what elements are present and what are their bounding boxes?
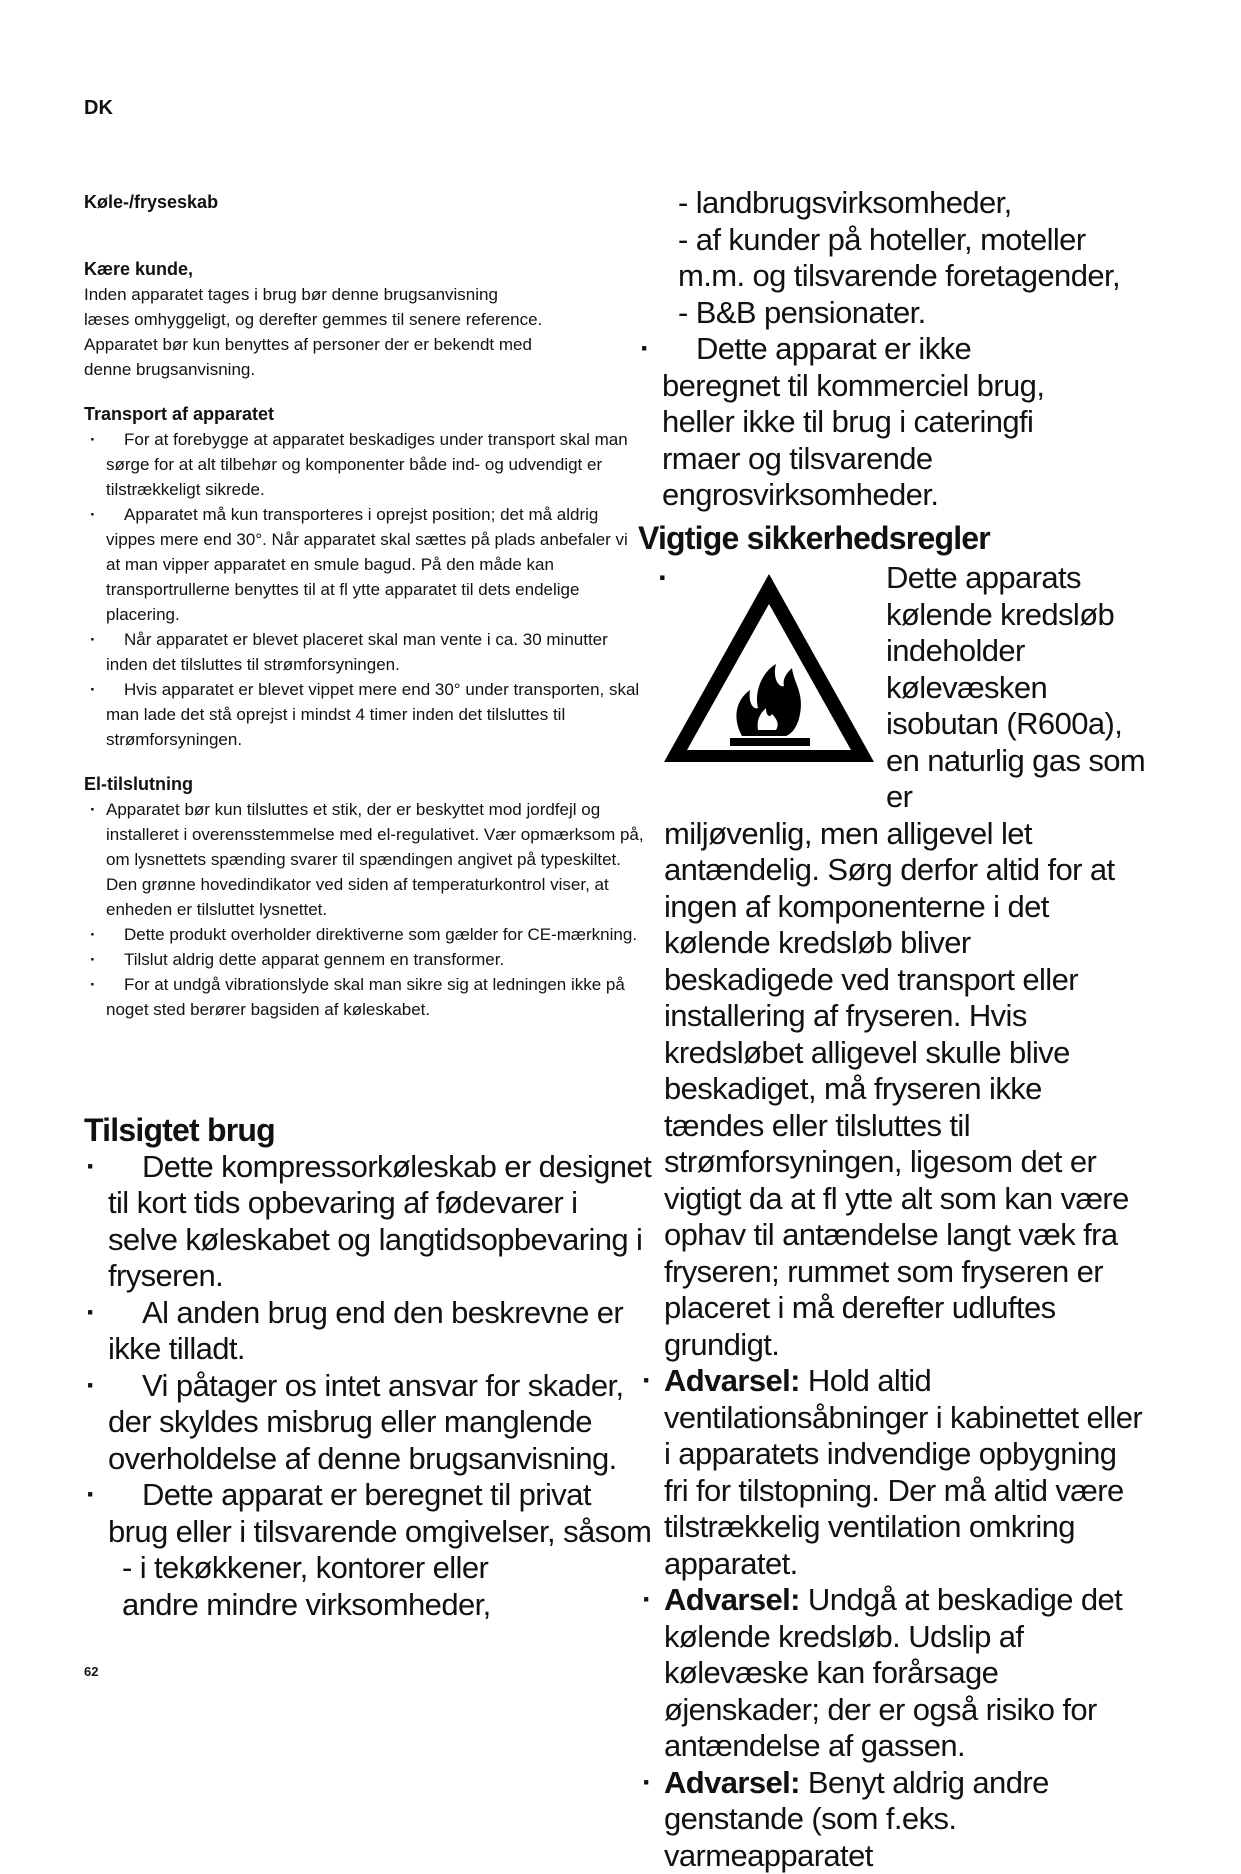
warning-item	[664, 1765, 1144, 1874]
el-heading: El-tilslutning	[84, 772, 644, 797]
safety-title: Vigtige sikkerhedsregler	[638, 520, 990, 557]
dash-item: - landbrugsvirksomheder,	[664, 185, 1204, 222]
list-item: · For at undgå vibrationslyde skal man sikre sig at ledningen ikke på noget sted berører bagsiden af køleskabet.	[106, 972, 644, 1022]
intended-use-section	[84, 1112, 654, 1623]
warnings-list	[638, 1363, 1144, 1874]
intended-use-list	[84, 1149, 654, 1551]
intro-line: denne brugsanvisning.	[84, 357, 644, 382]
list-item: · Dette apparat er ikke beregnet til kommerciel brug, heller ikke til brug i cateringfi rmaer og tilsvarende engrosvirksomheder.	[662, 331, 1092, 514]
product-title: Køle-/fryseskab	[84, 190, 644, 215]
circuit-text: Dette apparats kølende kredsløb indeholder kølevæsken isobutan (R600a), en naturlig gas som er	[886, 560, 1146, 816]
dash-item: - i tekøkkener, kontorer eller andre mindre virksomheder,	[84, 1550, 552, 1623]
transport-list	[84, 427, 644, 752]
warning-label: Advarsel:	[664, 1582, 800, 1617]
list-item: · Hvis apparatet er blevet vippet mere end 30° under transporten, skal man lade det stå oprejst i mindst 4 timer inden det tilsluttes til strømforsyningen.	[106, 677, 644, 752]
warning-text: Benyt aldrig andre genstande (som f.eks. varmeapparatet	[664, 1765, 1049, 1873]
left-column	[84, 190, 644, 1022]
warning-text: Undgå at beskadige det kølende kredsløb. Udslip af kølevæske kan forårsage øjenskader; der er også risiko for antændelse af gassen.	[664, 1582, 1122, 1763]
intro-line: Inden apparatet tages i brug bør denne brugsanvisning	[84, 282, 644, 307]
dash-item: - af kunder på hoteller, moteller m.m. og tilsvarende foretagender,	[664, 222, 1158, 295]
list-item: · Dette produkt overholder direktiverne som gælder for CE-mærkning.	[106, 922, 644, 947]
warning-label: Advarsel:	[664, 1765, 800, 1800]
warning-label: Advarsel:	[664, 1363, 800, 1398]
greeting: Kære kunde,	[84, 257, 644, 282]
country-code: DK	[84, 97, 113, 120]
el-list	[84, 797, 644, 1022]
safety-section	[638, 560, 1218, 1874]
right-column-top	[664, 185, 1204, 514]
warning-text: Hold altid ventilationsåbninger i kabinettet eller i apparatets indvendige opbygning fri for tilstopning. Der må altid være tilstrækkelig ventilation omkring apparatet.	[664, 1363, 1142, 1581]
list-item: · Tilslut aldrig dette apparat gennem en transformer.	[106, 947, 644, 972]
circuit-item	[638, 560, 1204, 1363]
intro-line: læses omhyggeligt, og derefter gemmes til senere reference.	[84, 307, 644, 332]
dash-item: - B&B pensionater.	[664, 295, 1204, 332]
list-item: · Al anden brug end den beskrevne er ikke tilladt.	[108, 1295, 654, 1368]
list-item: · Apparatet bør kun tilsluttes et stik, der er beskyttet mod jordfejl og installeret i overensstemmelse med el-regulativet. Vær opmærksom på, om lysnettets spænding svarer til spændingen angivet på typeskiltet. Den grønne hovedindikator ved siden af temperaturkontrol viser, at enheden er tilsluttet lysnettet.	[106, 797, 644, 922]
page-number: 62	[84, 1664, 98, 1679]
circuit-text-wrap	[886, 560, 1204, 1363]
list-item: · Apparatet må kun transporteres i oprejst position; det må aldrig vippes mere end 30°. Når apparatet skal sættes på plads anbefaler vi at man vipper apparatet en smule bagud. På den måde kan transportrullerne benyttes til at fl ytte apparatet til dets endelige placering.	[106, 502, 644, 627]
list-item: · Dette apparat er beregnet til privat brug eller i tilsvarende omgivelser, såsom	[108, 1477, 654, 1550]
list-item: · Dette kompressorkøleskab er designet til kort tids opbevaring af fødevarer i selve køleskabet og langtidsopbevaring i fryseren.	[108, 1149, 654, 1295]
warning-item	[664, 1363, 1144, 1582]
circuit-text-continued: miljøvenlig, men alligevel let antændelig. Sørg derfor altid for at ingen af komponenterne i det kølende kredsløb bliver beskadigede ved transport eller installering af fryseren. Hvis kredsløbet alligevel skulle blive beskadiget, må fryseren ikke tændes eller tilsluttes til strømforsyningen, ligesom det er vigtigt da at fl ytte alt som kan være ophav til antændelse langt væk fra fryseren; rummet som fryseren er placeret i må derefter udluftes grundigt.	[664, 816, 1144, 1364]
warning-item	[664, 1582, 1144, 1765]
transport-heading: Transport af apparatet	[84, 402, 644, 427]
flammable-warning-icon	[658, 568, 880, 768]
list-item: · For at forebygge at apparatet beskadiges under transport skal man sørge for at alt tilbehør og komponenter både ind- og udvendigt er tilstrækkeligt sikrede.	[106, 427, 644, 502]
list-item: · Vi påtager os intet ansvar for skader, der skyldes misbrug eller manglende overholdelse af denne brugsanvisning.	[108, 1368, 654, 1478]
bullet: ·	[658, 560, 668, 597]
list-item: · Når apparatet er blevet placeret skal man vente i ca. 30 minutter inden det tilsluttes til strømforsyningen.	[106, 627, 644, 677]
intro-line: Apparatet bør kun benyttes af personer der er bekendt med	[84, 332, 644, 357]
intended-use-title: Tilsigtet brug	[84, 1112, 654, 1149]
commercial-list	[662, 331, 1204, 514]
